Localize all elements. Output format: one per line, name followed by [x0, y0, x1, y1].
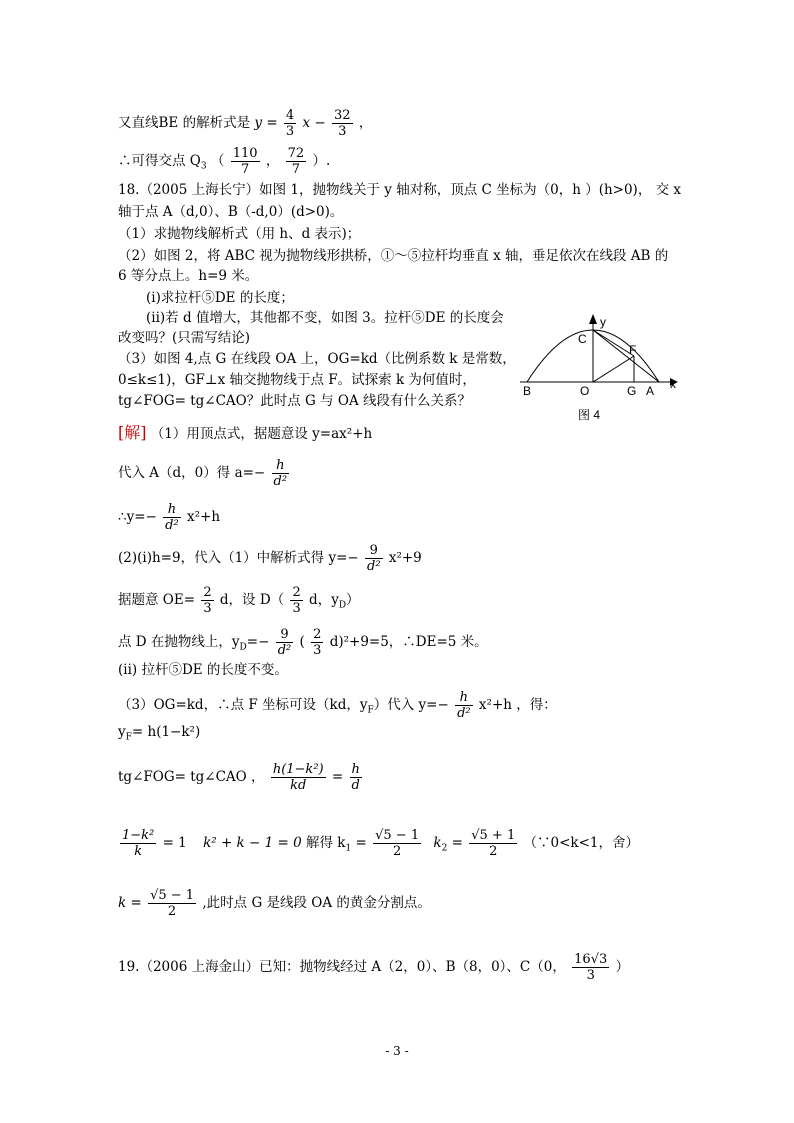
- problem-18-line-e: 6 等分点上。h=9 米。: [118, 268, 259, 284]
- solution-step-1: [解] （1）用顶点式，据题意设 y=ax²+h: [118, 423, 373, 442]
- solution-step-9: $y_F= h(1-k^2)$: [118, 724, 201, 743]
- line-be-equation: 又直线BE 的解析式是 y = $\frac{4}{3}$ x − $\frac{32}{3}$ ，: [118, 108, 373, 139]
- problem-18-line-j: 0≤k≤1)，GF⊥x 轴交抛物线于点 F。试探索 k 为何值时，: [118, 372, 476, 388]
- solution-step-12: k = $\frac{√5 - 1}{2}$ ,此时点 G 是线段 OA 的黄金分割点。: [118, 888, 431, 919]
- solution-step-4: (2)(i)h=9，代入（1）中解析式得 y=− $\frac{9}{\text{d²}}$ x²+9: [118, 543, 422, 574]
- fraction: $\frac{h}{\text{d²}}$: [273, 458, 288, 489]
- fraction: $\frac{2}{3}$: [313, 627, 322, 658]
- label-x: x: [670, 377, 676, 391]
- y-axis-arrow: [589, 314, 597, 324]
- fraction: $\frac{2}{3}$: [292, 585, 301, 616]
- line-intersection-q3: ∴可得交点 $Q_3$ （ $\frac{110}{7}$ ， $\frac{72}{7}$ ）.: [118, 146, 331, 177]
- fraction: $\frac{h}{\text{d²}}$: [165, 502, 179, 533]
- fraction: $\frac{√5 - 1}{2}$: [375, 828, 420, 859]
- fraction: $\frac{9}{\text{d²}}$: [367, 543, 381, 574]
- solution-step-11: $\frac{\text{1−k²}}{k}$ = 1 k² + k − 1 = 0 解得 $k_1$ = $\frac{√5 - 1}{2}$ $k_2$ = $\frac{√5 + 1}{2}$ （∵0<k<1，舍）: [122, 828, 639, 859]
- problem-18-line-b: 轴于点 A（d,0）、B（-d,0）(d>0)。: [118, 204, 344, 220]
- segment-of: [593, 356, 634, 382]
- fraction: $\frac{\text{h(1−k²)}}{kd}$: [272, 762, 324, 793]
- fraction: $\frac{110}{7}$: [232, 146, 258, 177]
- fraction: $\frac{2}{3}$: [203, 585, 212, 616]
- label-o: O: [580, 384, 590, 398]
- problem-19: 19.（2006 上海金山）已知：抛物线经过 A（2，0）、B（8，0）、C（0， $\frac{16√3}{3}$ ）: [118, 952, 630, 983]
- solution-label: [解]: [118, 423, 147, 442]
- segment-cf: [593, 330, 637, 357]
- fraction: $\frac{h}{\text{d²}}$: [457, 690, 471, 721]
- fraction: $\frac{√5 + 1}{2}$: [471, 828, 516, 859]
- label-f: F: [629, 343, 637, 357]
- solution-step-7: (ii) 拉杆⑤DE 的长度不变。: [118, 662, 288, 678]
- fraction: $\frac{\text{1−k²}}{k}$: [122, 828, 155, 859]
- label-c: C: [578, 332, 587, 346]
- label-b: B: [523, 384, 532, 398]
- fraction: $\frac{16√3}{3}$: [574, 952, 608, 983]
- figure-caption: 图 4: [578, 408, 601, 422]
- problem-18-line-k: tg∠FOG= tg∠CAO？此时点 G 与 OA 线段有什么关系？: [118, 393, 471, 409]
- page-number: - 3 -: [385, 1044, 409, 1058]
- solution-step-5: 据题意 OE= $\frac{2}{3}$ d，设 D（ $\frac{2}{3}$ d，$y_D$）: [118, 585, 360, 616]
- problem-18-line-d: （2）如图 2，将 ABC 视为抛物线形拱桥，①～⑤拉杆均垂直 x 轴，垂足依次在线段 AB 的: [118, 248, 669, 264]
- fraction: $\frac{9}{\text{d²}}$: [277, 627, 292, 658]
- problem-18-line-h: 改变吗？(只需写结论): [118, 330, 251, 346]
- label-y: y: [600, 315, 606, 329]
- fraction: $\frac{√5 - 1}{2}$: [150, 888, 195, 919]
- problem-18-line-g: (ii)若 d 值增大，其他都不变，如图 3。拉杆⑤DE 的长度会: [146, 310, 504, 326]
- figure-4-parabola: [518, 310, 688, 425]
- solution-step-3: ∴y=− $\frac{h}{\text{d²}}$ x²+h: [118, 502, 221, 533]
- fraction: $\frac{32}{3}$: [334, 108, 351, 139]
- label-a: A: [646, 384, 655, 398]
- fraction: $\frac{h}{d}$: [351, 762, 360, 793]
- solution-step-8: （3）OG=kd，∴点 F 坐标可设（kd，$y_F$）代入 y=− $\frac{h}{\text{d²}}$ x²+h ，得：: [118, 690, 557, 721]
- solution-step-6: 点 D 在抛物线上，$y_D=-$ $\frac{9}{\text{d²}}$ ( $\frac{2}{3}$ d)²+9=5，∴DE=5 米。: [118, 627, 488, 658]
- label-g: G: [627, 384, 637, 398]
- solution-step-10: tg∠FOG= tg∠CAO ， $\frac{\text{h(1−k²)}}{kd}$ = $\frac{h}{d}$: [118, 762, 360, 793]
- problem-18-line-f: (i)求拉杆⑤DE 的长度；: [146, 290, 294, 306]
- fraction: $\frac{4}{3}$: [285, 108, 295, 139]
- problem-18-line-c: （1）求抛物线解析式（用 h、d 表示)；: [118, 226, 361, 242]
- fraction: $\frac{72}{7}$: [287, 146, 305, 177]
- solution-step-2: 代入 A（d，0）得 a=− $\frac{h}{\text{d²}}$: [118, 458, 288, 489]
- segment-ca: [593, 330, 659, 382]
- problem-18-line-i: （3）如图 4,点 G 在线段 OA 上，OG=kd（比例系数 k 是常数，: [118, 351, 516, 367]
- problem-18-line-a: 18.（2005 上海长宁）如图 1，抛物线关于 y 轴对称，顶点 C 坐标为（0，h ）(h>0)， 交 x: [118, 182, 682, 198]
